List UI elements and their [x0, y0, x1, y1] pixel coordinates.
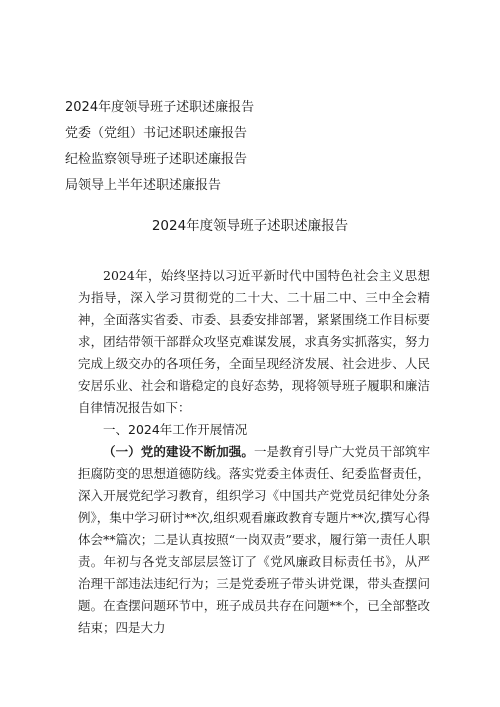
subsection-body: 一是教育引导广大党员干部筑牢拒腐防变的思想道德防线。落实党委主体责任、纪委监督责任，深入开展党纪学习教育，组织学习《中国共产党党员纪律处分条例》，集中学习研讨**次,组织观看廉政教育专题片**次,撰写心得体会**篇次；二是认真按照“一岗双责”要求，履行第一责任人职责。年初与各党支部层层签订了《党风廉政目标责任书》，从严治理干部违法违纪行为；三是党委班子带头讲党课，带头查摆问题。在查摆问题环节中，班子成员共存在问题**个，已全部整改结束；四是大力: [78, 444, 430, 635]
toc-item: 纪检监察领导班子述职述廉报告: [65, 152, 248, 167]
section-heading: 一、2024年工作开展情况: [103, 422, 248, 437]
intro-paragraph: 2024年，始终坚持以习近平新时代中国特色社会主义思想为指导，深入学习贯彻党的二十大、二十届二中、三中全会精神，全面落实省委、市委、县委安排部署，紧紧围绕工作目标要求，团结带领干部群众攻坚克难谋发展，求真务实抓落实，努力完成上级交办的各项任务，全面呈现经济发展、社会进步、人民安居乐业、社会和谐稳定的良好态势，现将领导班子履职和廉洁自律情况报告如下：: [78, 268, 430, 415]
subsection-lead: （一）党的建设不断加强。: [103, 444, 254, 459]
toc-item: 局领导上半年述职述廉报告: [65, 178, 222, 193]
document-body: [78, 265, 430, 639]
document-title: 2024年度领导班子述职述廉报告: [151, 218, 349, 234]
table-of-contents: [65, 95, 254, 199]
toc-item: 党委（党组）书记述职述廉报告: [65, 126, 248, 141]
toc-item: 2024年度领导班子述职述廉报告: [65, 100, 255, 115]
subsection-paragraph: [78, 441, 430, 639]
